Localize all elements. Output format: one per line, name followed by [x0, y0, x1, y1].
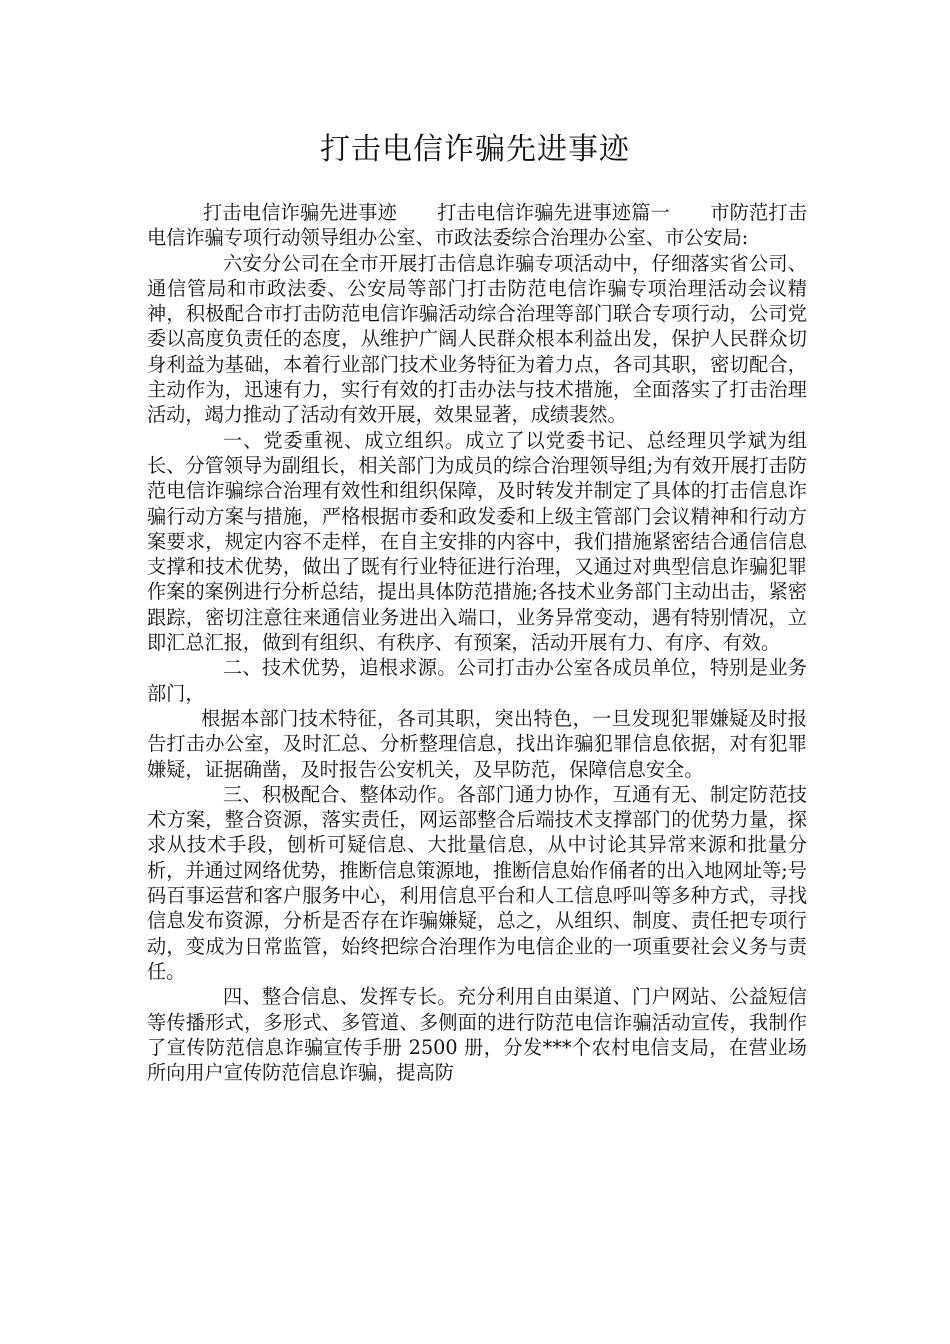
- paragraph-overview: 六安分公司在全市开展打击信息诈骗专项活动中，仔细落实省公司、通信管局和市政法委、公安局等部门打击防范电信诈骗专项治理活动会议精神，积极配合市打击防范电信诈骗活动综合治理等部门联合专项行动，公司党委以高度负责任的态度，从维护广阔人民群众根本利益出发，保护人民群众切身利益为基础，本着行业部门技术业务特征为着力点，各司其职，密切配合，主动作为，迅速有力，实行有效的打击办法与技术措施，全面落实了打击治理活动，竭力推动了活动有效开展，效果显著，成绩裴然。: [147, 251, 807, 427]
- intro-segment-3: 市防范打击电信诈骗专项行动领导组办公室、市政法委综合治理办公室、市公安局:: [147, 201, 808, 250]
- paragraph-section-2: 二、技术优势，追根求源。公司打击办公室各成员单位，特别是业务部门，: [147, 656, 807, 705]
- intro-segment-1: 打击电信诈骗先进事迹: [203, 201, 397, 224]
- paragraph-section-4: 四、整合信息、发挥专长。充分利用自由渠道、门户网站、公益短信等传播形式，多形式、多管道、多侧面的进行防范电信诈骗活动宣传，我制作了宣传防范信息诈骗宣传手册 2500 册，分发***个农村电信支局，在营业场所向用户宣传防范信息诈骗，提高防: [147, 985, 807, 1085]
- document-body: [147, 200, 807, 1085]
- paragraph-section-3: 三、积极配合、整体动作。各部门通力协作，互通有无、制定防范技术方案，整合资源，落实责任，网运部整合后端技术支撑部门的优势力量，探求从技术手段，刨析可疑信息、大批量信息，从中讨论其异常来源和批量分析，并通过网络优势，推断信息策源地，推断信息始作俑者的出入地网址等;号码百事运营和客户服务中心，利用信息平台和人工信息呼叫等多种方式，寻找信息发布资源，分析是否存在诈骗嫌疑，总之，从组织、制度、责任把专项行动，变成为日常监管，始终把综合治理作为电信企业的一项重要社会义务与责任。: [147, 782, 807, 983]
- paragraph-section-2-cont: 根据本部门技术特征，各司其职，突出特色，一旦发现犯罪嫌疑及时报告打击办公室，及时汇总、分析整理信息，找出诈骗犯罪信息依据，对有犯罪嫌疑，证据确凿，及时报告公安机关，及早防范，保障信息安全。: [147, 706, 807, 781]
- paragraph-section-1: 一、党委重视、成立组织。成立了以党委书记、总经理贝学斌为组长、分管领导为副组长，相关部门为成员的综合治理领导组;为有效开展打击防范电信诈骗综合治理有效性和组织保障，及时转发并制定了具体的打击信息诈骗行动方案与措施，严格根据市委和政发委和上级主管部门会议精神和行动方案要求，规定内容不走样，在自主安排的内容中，我们措施紧密结合通信信息支撑和技术优势，做出了既有行业特征进行治理，又通过对典型信息诈骗犯罪作案的案例进行分析总结，提出具体防范措施;各技术业务部门主动出击，紧密跟踪，密切注意往来通信业务进出入端口，业务异常变动，遇有特别情况，立即汇总汇报，做到有组织、有秩序、有预案，活动开展有力、有序、有效。: [147, 428, 807, 655]
- intro-segment-2: 打击电信诈骗先进事迹篇一: [437, 201, 671, 224]
- document-title: 打击电信诈骗先进事迹: [320, 132, 630, 167]
- paragraph-intro: [147, 200, 807, 251]
